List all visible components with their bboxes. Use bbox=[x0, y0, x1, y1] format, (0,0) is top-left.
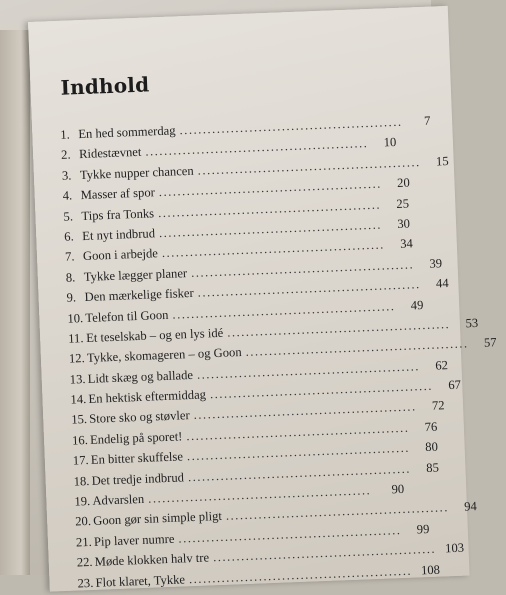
page-number: 25 bbox=[396, 196, 410, 211]
book-page bbox=[28, 6, 497, 592]
chapter-title: Lidt skæg og ballade bbox=[87, 367, 194, 386]
dot-leader: ................................................ bbox=[157, 197, 382, 220]
dot-leader: ................................................ bbox=[196, 358, 421, 382]
page-number: 34 bbox=[399, 236, 414, 252]
chapter-title: Flot klaret, Tykke bbox=[95, 571, 186, 590]
chapter-title: En hed sommerdag bbox=[78, 123, 176, 142]
page-number: 108 bbox=[420, 562, 441, 577]
chapter-title: Møde klokken halv tre bbox=[94, 550, 210, 570]
page-number: 57 bbox=[483, 335, 497, 351]
chapter-number: 23. bbox=[77, 575, 94, 591]
page-number: 67 bbox=[448, 377, 462, 393]
chapter-number: 12. bbox=[68, 351, 85, 366]
chapter-number: 4. bbox=[62, 188, 73, 203]
page-number: 10 bbox=[383, 135, 397, 150]
chapter-title: Endelig på sporet! bbox=[89, 429, 183, 447]
page-number: 94 bbox=[463, 499, 478, 515]
dot-leader: ................................................ bbox=[188, 563, 413, 586]
chapter-number: 2. bbox=[60, 147, 71, 163]
chapter-title: Pip laver numre bbox=[93, 531, 175, 549]
dot-leader: ................................................ bbox=[209, 378, 434, 402]
dot-leader: ................................................ bbox=[178, 522, 402, 546]
chapter-number: 10. bbox=[67, 310, 84, 326]
chapter-number: 1. bbox=[60, 127, 71, 142]
chapter-number: 15. bbox=[71, 412, 88, 428]
dot-leader: ................................................ bbox=[186, 440, 411, 464]
chapter-number: 14. bbox=[70, 392, 87, 407]
page-number: 62 bbox=[435, 357, 449, 373]
dot-leader: ................................................ bbox=[245, 336, 469, 360]
chapter-title: En hektisk eftermiddag bbox=[88, 387, 207, 407]
chapter-number: 9. bbox=[66, 290, 77, 305]
page-number: 20 bbox=[396, 175, 410, 191]
dot-leader: ................................................ bbox=[147, 483, 372, 506]
chapter-number: 18. bbox=[73, 473, 90, 489]
page-number: 99 bbox=[416, 521, 430, 537]
page-number: 80 bbox=[424, 439, 439, 455]
chapter-number: 22. bbox=[76, 555, 93, 570]
chapter-number: 5. bbox=[63, 208, 74, 224]
page-number: 30 bbox=[397, 216, 411, 231]
chapter-number: 20. bbox=[74, 514, 92, 529]
chapter-number: 11. bbox=[67, 331, 84, 346]
table-of-contents bbox=[60, 112, 497, 593]
chapter-number: 7. bbox=[64, 249, 75, 265]
dot-leader: ................................................ bbox=[187, 461, 412, 484]
dot-leader: ................................................ bbox=[197, 277, 421, 300]
chapter-title: Tykke nupper chancen bbox=[79, 163, 194, 182]
chapter-number: 21. bbox=[75, 534, 93, 550]
page-number: 7 bbox=[423, 113, 431, 128]
dot-leader: ................................................ bbox=[212, 541, 437, 565]
page-number: 85 bbox=[425, 460, 440, 475]
chapter-title: Goon gør sin simple pligt bbox=[92, 509, 223, 529]
chapter-title: Et nyt indbrud bbox=[81, 226, 156, 244]
chapter-title: Tykke lægger planer bbox=[83, 265, 188, 284]
chapter-title: Tips fra Tonks bbox=[81, 205, 155, 223]
chapter-title: Den mærkelige fisker bbox=[84, 285, 194, 305]
chapter-title: Masser af spor bbox=[80, 185, 156, 203]
chapter-number: 3. bbox=[61, 168, 72, 183]
chapter-number: 13. bbox=[69, 371, 86, 387]
page-number: 49 bbox=[410, 297, 424, 313]
chapter-title: Goon i arbejde bbox=[82, 246, 159, 264]
chapter-title: Ridestævnet bbox=[78, 145, 142, 162]
dot-leader: ................................................ bbox=[172, 298, 396, 322]
chapter-title: Store sko og støvler bbox=[89, 408, 190, 427]
page-number: 15 bbox=[435, 153, 449, 169]
dot-leader: ................................................ bbox=[158, 217, 383, 241]
dot-leader: ................................................ bbox=[179, 114, 403, 138]
dot-leader: ................................................ bbox=[226, 316, 451, 340]
dot-leader: ................................................ bbox=[158, 176, 383, 200]
chapter-title: Det tredje indbrud bbox=[91, 469, 185, 488]
page-number: 39 bbox=[429, 256, 443, 271]
page-number: 76 bbox=[424, 419, 438, 434]
dot-leader: ................................................ bbox=[225, 500, 450, 524]
dot-leader: ................................................ bbox=[145, 136, 369, 159]
dot-leader: ................................................ bbox=[197, 154, 421, 178]
chapter-number: 19. bbox=[74, 494, 91, 509]
page-number: 44 bbox=[435, 276, 449, 291]
chapter-number: 8. bbox=[65, 270, 76, 285]
chapter-number: 6. bbox=[64, 229, 74, 244]
dot-leader: ................................................ bbox=[161, 237, 386, 261]
dot-leader: ................................................ bbox=[193, 399, 417, 423]
page-number: 103 bbox=[444, 540, 465, 556]
chapter-title: Et teselskab – og en lys idé bbox=[85, 325, 224, 345]
page-number: 90 bbox=[391, 481, 405, 497]
page-number: 72 bbox=[431, 398, 445, 414]
chapter-number: 16. bbox=[71, 432, 89, 448]
dot-leader: ................................................ bbox=[186, 420, 410, 444]
chapter-title: Tykke, skomageren – og Goon bbox=[86, 345, 242, 366]
chapter-title: En bitter skuffelse bbox=[90, 449, 184, 468]
page-title: Indhold bbox=[60, 72, 150, 100]
chapter-title: Advarslen bbox=[92, 491, 145, 508]
facing-page-edge bbox=[0, 30, 30, 575]
chapter-number: 17. bbox=[72, 453, 89, 468]
chapter-title: Telefon til Goon bbox=[85, 307, 169, 325]
page-number: 53 bbox=[465, 315, 479, 331]
dot-leader: ................................................ bbox=[190, 257, 415, 280]
